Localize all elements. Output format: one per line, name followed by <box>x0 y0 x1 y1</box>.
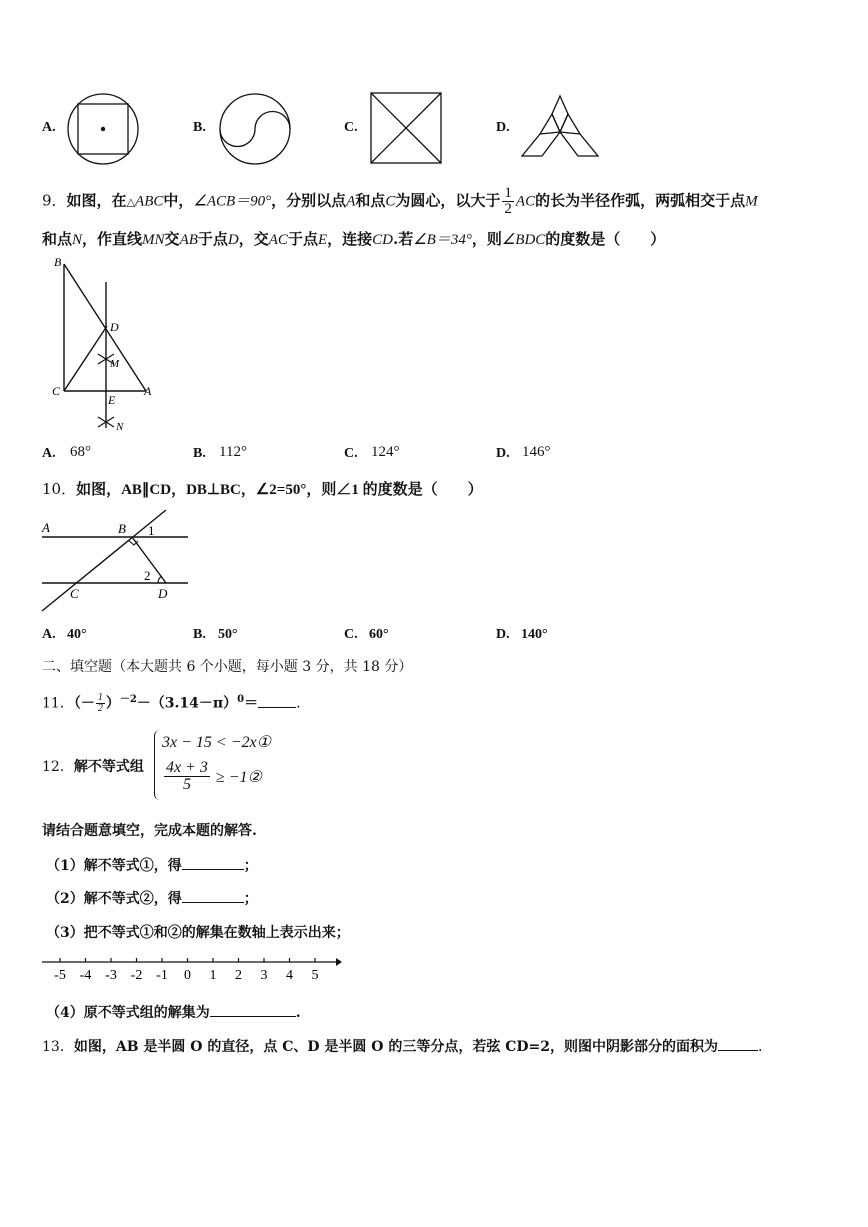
q8-option-b-label: B. <box>193 120 206 135</box>
q8-option-a-label: A. <box>42 120 56 135</box>
q12-step-1: （1）解不等式①，得 ； <box>46 855 258 875</box>
q9-number: 9． <box>42 191 67 210</box>
q10-label-d: D <box>158 586 168 601</box>
q10-option-d-label: D. <box>496 627 510 642</box>
q12-inequality-2: $\frac{4x + 3}{5}$ ≥ −1② <box>166 759 262 793</box>
q10-option-a-value: 40° <box>67 627 87 642</box>
q10-label-b: B <box>118 521 126 536</box>
three-rhombus-icon <box>520 94 600 160</box>
q13-number: 13． <box>42 1039 74 1055</box>
q9-label-n: N <box>116 421 124 433</box>
q10-parallel-lines-figure <box>38 508 193 614</box>
q10-label-2: 2 <box>144 568 151 583</box>
q9-option-d-value: 146° <box>522 444 551 460</box>
q11-number: 11． <box>42 695 74 712</box>
q9-option-a-label: A. <box>42 446 56 461</box>
number-line-label: -5 <box>54 968 66 983</box>
q12-number: 12． <box>42 759 74 775</box>
q12-step-4: （4）原不等式组的解集为 . <box>46 1002 301 1022</box>
square-with-diagonals-icon <box>370 92 442 164</box>
q12-step-2-blank[interactable] <box>182 888 244 903</box>
q8-option-c-label: C. <box>344 120 358 135</box>
q9-label-e: E <box>108 393 116 407</box>
q11-fraction: $\frac{1}{2}$ <box>97 692 103 715</box>
q9-option-b-value: 112° <box>219 444 247 460</box>
q13-stem: 13．如图，AB 是半圆 O 的直径，点 C、D 是半圆 O 的三等分点，若弦 CD=2，则图中阴影部分的面积为 . <box>42 1036 762 1056</box>
q9-label-a: A <box>144 384 152 398</box>
q12-step-4-blank[interactable] <box>210 1002 296 1017</box>
q9-label-b: B <box>54 255 62 269</box>
q11-stem: 11．（－ $\frac{1}{2}$ ）$^{-2}-(3.14-\pi)^0=$ . <box>42 692 301 715</box>
q9-label-c: C <box>52 384 61 398</box>
q9-label-m: M <box>110 358 120 370</box>
q9-option-d-label: D. <box>496 446 510 461</box>
q10-option-c-value: 60° <box>369 627 389 642</box>
q10-stem <box>42 478 483 499</box>
q12-step-3: （3）把不等式①和②的解集在数轴上表示出来； <box>46 925 350 941</box>
q9-fraction: $\frac{1}{2}$ <box>504 185 512 217</box>
yin-yang-curve-icon <box>218 92 292 166</box>
q9-line-2: 和点N，作直线MN交AB于点D，交AC于点E，连接CD.若∠B＝34°，则∠BDC的度数是（ ） <box>42 230 666 248</box>
q10-option-b-value: 50° <box>218 627 238 642</box>
q13-answer-blank[interactable] <box>718 1036 758 1051</box>
q12-step-2: （2）解不等式②，得 ； <box>46 888 258 908</box>
number-line-label: 2 <box>235 968 242 983</box>
q12-step-1-blank[interactable] <box>182 855 244 870</box>
circle-square-dot-icon <box>66 92 140 166</box>
q12-number-line <box>38 952 344 986</box>
q9-option-a-value: 68° <box>70 444 91 460</box>
q11-answer-blank[interactable] <box>258 693 296 708</box>
number-line-label: 1 <box>209 968 217 983</box>
q9-option-c-value: 124° <box>371 444 400 460</box>
q9-triangle-figure <box>40 252 170 437</box>
q10-number: 10． <box>42 480 77 498</box>
number-line-label: -2 <box>130 968 143 983</box>
q9-line-1: 9．如图，在△ABC中，∠ACB＝90°，分别以点A和点C为圆心，以大于 $\frac{1}{2}$ AC的长为半径作弧，两弧相交于点M <box>42 185 758 217</box>
q10-option-c-label: C. <box>344 627 358 642</box>
q8-option-d-label: D. <box>496 120 510 135</box>
q9-option-b-label: B. <box>193 446 206 461</box>
q12-system-brace <box>154 730 161 800</box>
q9-option-c-label: C. <box>344 446 358 461</box>
q9-label-d: D <box>110 320 119 334</box>
number-line-label: -4 <box>79 968 92 983</box>
q12-inequality-1: 3x − 15 < −2x① <box>162 734 271 751</box>
number-line-label: -1 <box>156 968 168 983</box>
q12-prompt-text: 解不等式组 <box>73 759 144 775</box>
number-line-label: 4 <box>286 968 293 983</box>
q10-option-a-label: A. <box>42 627 56 642</box>
number-line-label: 3 <box>260 968 268 983</box>
q10-option-b-label: B. <box>193 627 206 642</box>
number-line-label: 5 <box>311 968 319 983</box>
q12-prompt <box>42 756 144 776</box>
q10-label-c: C <box>70 586 79 601</box>
q12-instruction: 请结合题意填空，完成本题的解答. <box>42 823 257 839</box>
number-line-label: -3 <box>105 968 117 983</box>
section-title: 二、填空题（本大题共 6 个小题，每小题 3 分，共 18 分） <box>42 659 413 675</box>
number-line-label: 0 <box>184 968 191 983</box>
q10-option-d-value: 140° <box>521 627 548 642</box>
q10-label-a: A <box>42 520 50 535</box>
q10-text: 如图，AB∥CD，DB⊥BC，∠2=50°，则∠1 的度数是（ ） <box>76 482 483 498</box>
q13-text: 如图，AB 是半圆 O 的直径，点 C、D 是半圆 O 的三等分点，若弦 CD=2，则图中阴影部分的面积为 <box>73 1039 718 1055</box>
q10-label-1: 1 <box>148 523 155 538</box>
q12-inequality-2-fraction: $\frac{4x + 3}{5}$ <box>166 759 208 793</box>
